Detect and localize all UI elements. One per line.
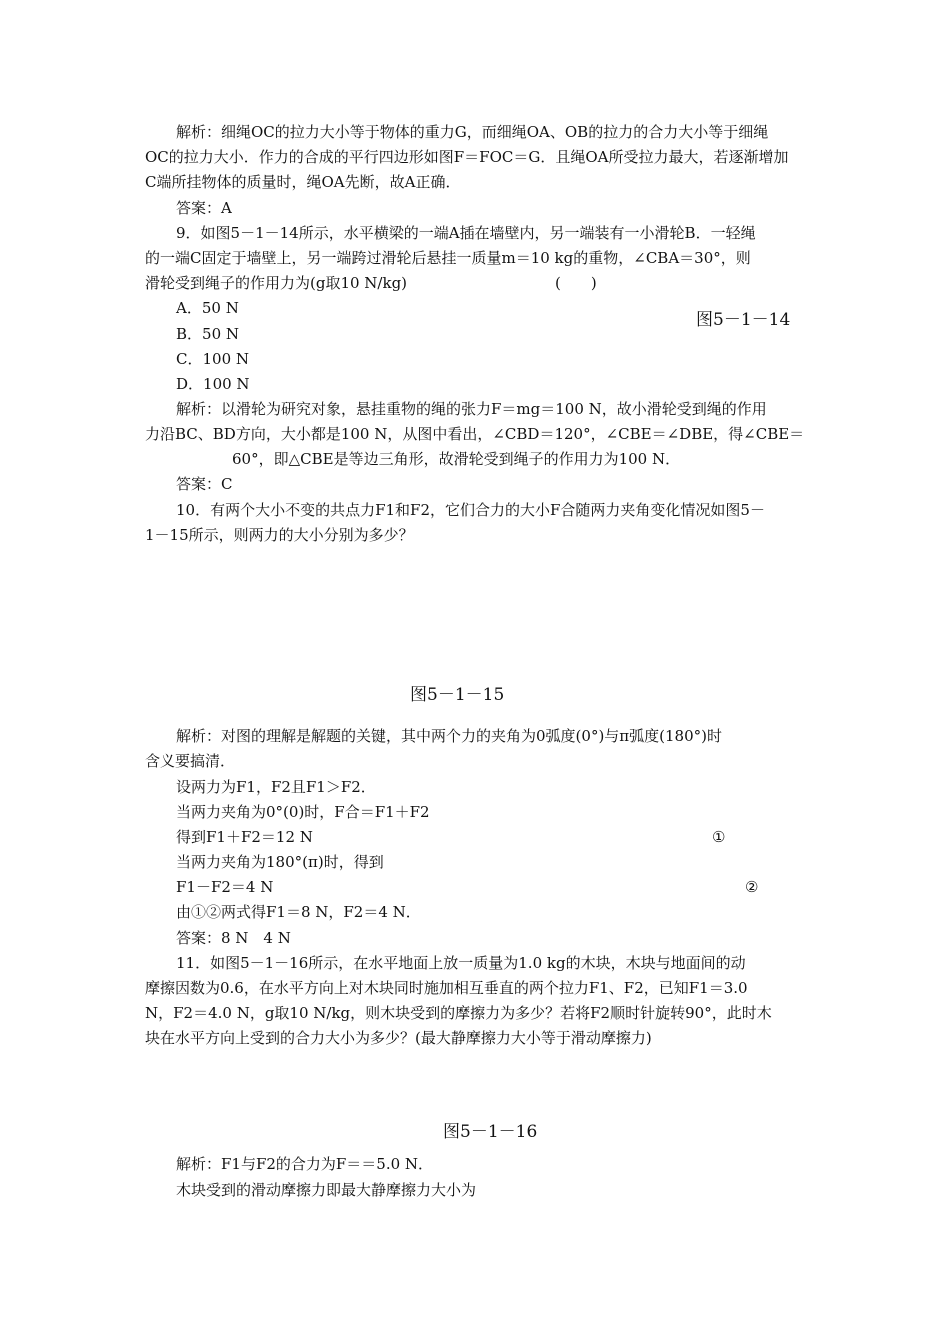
text-line: 力沿BC、BD方向，大小都是100 N，从图中看出，∠CBD＝120°，∠CBE＝∠DBE，得∠CBE＝	[145, 425, 805, 443]
text-line: 当两力夹角为0°(0)时，F合＝F1＋F2	[176, 803, 430, 821]
text-line: C端所挂物体的质量时，绳OA先断，故A正确．	[145, 173, 461, 191]
text-line: 当两力夹角为180°(π)时，得到	[176, 853, 384, 871]
text-line: 9．如图5－1－14所示，水平横梁的一端A插在墙壁内，另一端装有一小滑轮B．一轻绳	[176, 224, 756, 242]
text-line: 解析：F1与F2的合力为F＝＝5.0 N．	[176, 1155, 434, 1173]
text-line: 含义要搞清．	[145, 752, 236, 770]
figure-caption: 图5－1－15	[410, 685, 505, 705]
text-line: 摩擦因数为0.6，在水平方向上对木块同时施加相互垂直的两个拉力F1、F2，已知F1＝3.0	[145, 979, 748, 997]
text-line: OC的拉力大小．作力的合成的平行四边形如图F＝FOC＝G．且绳OA所受拉力最大，若逐渐增加	[145, 148, 789, 166]
option-d: D．100 N	[176, 375, 250, 393]
option-c: C．100 N	[176, 350, 250, 368]
option-b: B．50 N	[176, 325, 240, 343]
text-line: 10．有两个大小不变的共点力F1和F2，它们合力的大小F合随两力夹角变化情况如图5－	[176, 501, 765, 519]
text-line: 答案：8 N 4 N	[176, 929, 291, 947]
text-line: 块在水平方向上受到的合力大小为多少？(最大静摩擦力大小等于滑动摩擦力)	[145, 1029, 652, 1047]
text-line: 答案：C	[176, 475, 233, 493]
answer-bracket: ( )	[555, 274, 597, 292]
figure-caption: 图5－1－16	[443, 1122, 538, 1142]
text-line: 解析：以滑轮为研究对象，悬挂重物的绳的张力F＝mg＝100 N，故小滑轮受到绳的作用	[176, 400, 767, 418]
option-a: A．50 N	[176, 299, 239, 317]
text-line: 60°，即△CBE是等边三角形，故滑轮受到绳子的作用力为100 N．	[232, 450, 681, 468]
text-line: 滑轮受到绳子的作用力为(g取10 N/kg)	[145, 274, 408, 292]
text-line: 答案：A	[176, 199, 232, 217]
text-line: 的一端C固定于墙壁上，另一端跨过滑轮后悬挂一质量m＝10 kg的重物，∠CBA＝30°，则	[145, 249, 751, 267]
text-line: F1－F2＝4 N	[176, 878, 274, 896]
figure-caption: 图5－1－14	[696, 310, 791, 330]
text-line: 11．如图5－1－16所示，在水平地面上放一质量为1.0 kg的木块，木块与地面间的动	[176, 954, 746, 972]
text-line: 1－15所示，则两力的大小分别为多少？	[145, 526, 414, 544]
equation-number: ②	[745, 878, 759, 896]
text-line: 解析：细绳OC的拉力大小等于物体的重力G，而细绳OA、OB的拉力的合力大小等于细绳	[176, 123, 769, 141]
text-line: 得到F1＋F2＝12 N	[176, 828, 313, 846]
equation-number: ①	[712, 828, 726, 846]
text-line: 木块受到的滑动摩擦力即最大静摩擦力大小为	[176, 1181, 477, 1199]
text-line: 设两力为F1，F2且F1＞F2．	[176, 778, 376, 796]
text-line: 由①②两式得F1＝8 N，F2＝4 N．	[176, 903, 421, 921]
text-line: N，F2＝4.0 N，g取10 N/kg，则木块受到的摩擦力为多少？若将F2顺时针旋转90°，此时木	[145, 1004, 772, 1022]
text-line: 解析：对图的理解是解题的关键，其中两个力的夹角为0弧度(0°)与π弧度(180°)时	[176, 727, 722, 745]
